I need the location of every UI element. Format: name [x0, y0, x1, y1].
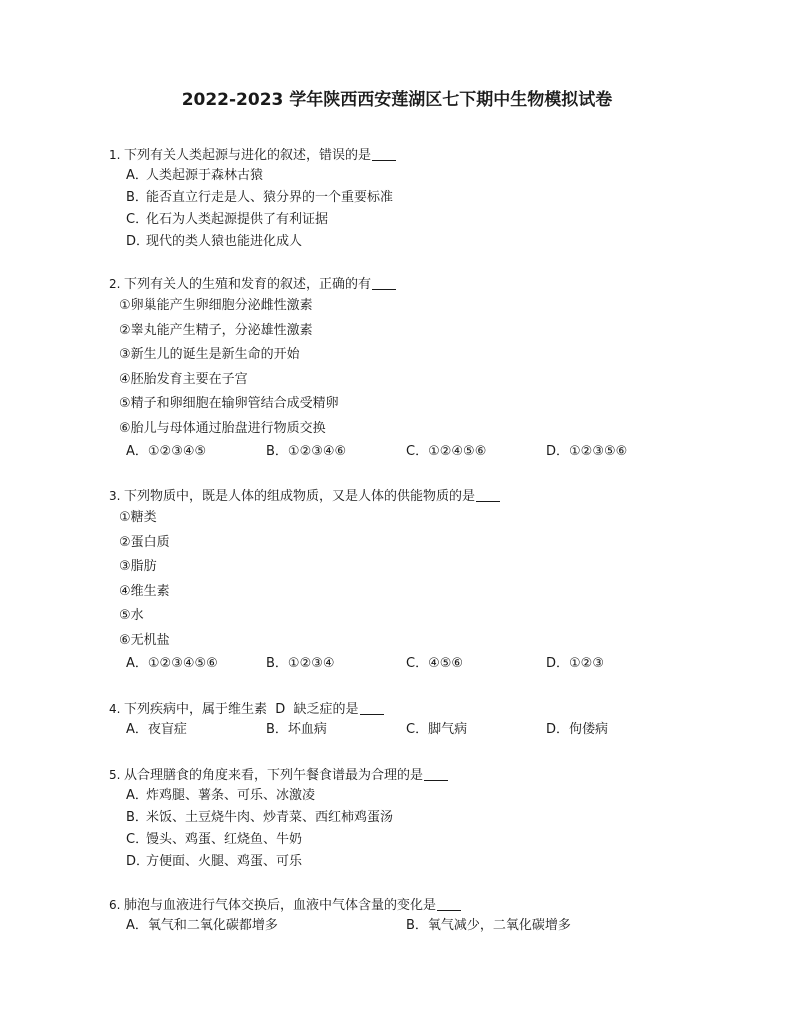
option-text: 炸鸡腿、薯条、可乐、冰激凌: [146, 788, 316, 803]
option-text: ①②③⑤⑥: [569, 444, 628, 459]
question-5: [109, 765, 729, 873]
option-text: ①②③④: [287, 656, 335, 671]
option-label: A．: [126, 788, 148, 803]
option-d[interactable]: [546, 719, 608, 741]
option-label: A．: [126, 168, 148, 183]
question-text: 下列有关人的生殖和发育的叙述，正确的有: [124, 277, 372, 292]
question-number: 4.: [109, 702, 121, 716]
option-b[interactable]: [266, 719, 327, 741]
option-label: B．: [126, 810, 148, 825]
option-c[interactable]: [406, 719, 467, 741]
statement-item: ⑥胎儿与母体通过胎盘进行物质交换: [119, 420, 326, 436]
statement-item: ②蛋白质: [119, 534, 170, 550]
question-text: 下列疾病中，属于维生素 D 缺乏症的是: [124, 702, 359, 717]
option-label: D．: [546, 444, 570, 459]
question-text: 肺泡与血液进行气体交换后，血液中气体含量的变化是: [124, 898, 437, 913]
option-c[interactable]: [109, 829, 729, 851]
option-a[interactable]: [126, 719, 187, 741]
question-number: 3.: [109, 489, 121, 503]
option-d[interactable]: [546, 441, 627, 463]
option-label: A．: [126, 656, 148, 671]
option-d[interactable]: [109, 231, 729, 253]
options-row: [109, 719, 729, 741]
option-label: A．: [126, 444, 148, 459]
options-row: [109, 653, 729, 675]
option-b[interactable]: [266, 441, 346, 463]
question-4: [109, 699, 729, 741]
option-label: A．: [126, 722, 148, 737]
answer-blank[interactable]: [476, 487, 500, 502]
option-d[interactable]: [109, 851, 729, 873]
option-label: C．: [126, 212, 149, 227]
option-text: ①②③④⑥: [287, 444, 347, 459]
question-text: 下列物质中，既是人体的组成物质，又是人体的供能物质的是: [124, 489, 476, 504]
question-3: [109, 486, 729, 675]
question-stem: [109, 274, 729, 294]
option-text: 佝偻病: [569, 722, 609, 737]
option-text: ①②③: [569, 656, 604, 671]
statement-item: ⑤水: [119, 608, 144, 623]
option-label: C．: [406, 722, 429, 737]
option-a[interactable]: [126, 441, 206, 463]
statement-item: ④胚胎发育主要在子宫: [119, 371, 248, 387]
question-number: 6.: [109, 898, 121, 912]
option-text: 氧气减少，二氧化碳增多: [427, 918, 571, 933]
question-1: [109, 145, 729, 253]
answer-blank[interactable]: [424, 766, 448, 781]
answer-blank[interactable]: [372, 146, 396, 161]
option-b[interactable]: [109, 187, 729, 209]
question-text: 从合理膳食的角度来看，下列午餐食谱最为合理的是: [124, 768, 424, 783]
option-label: B．: [266, 656, 288, 671]
option-label: B．: [266, 722, 288, 737]
option-text: 能否直立行走是人、猿分界的一个重要标准: [146, 190, 394, 205]
option-label: B．: [266, 444, 288, 459]
answer-blank[interactable]: [372, 275, 396, 290]
statement-item: ⑤精子和卵细胞在输卵管结合成受精卵: [119, 396, 339, 411]
page-title: 2022-2023 学年陕西西安莲湖区七下期中生物模拟试卷: [181, 90, 613, 110]
question-stem: [109, 486, 729, 506]
options-row: [109, 915, 729, 937]
option-text: 现代的类人猿也能进化成人: [146, 234, 303, 249]
question-number: 1.: [109, 148, 121, 162]
option-label: D．: [546, 656, 570, 671]
statement-item: ⑥无机盐: [119, 632, 170, 648]
statement-item: ③新生儿的诞生是新生命的开始: [119, 347, 300, 362]
statement-item: ①卵巢能产生卵细胞分泌雌性激素: [119, 298, 313, 313]
option-text: 氧气和二氧化碳都增多: [147, 918, 278, 933]
option-text: 方便面、火腿、鸡蛋、可乐: [146, 854, 303, 869]
options-row: [109, 441, 729, 463]
statement-item: ③脂肪: [119, 559, 157, 574]
statement-item: ②睾丸能产生精子，分泌雄性激素: [119, 322, 313, 338]
option-text: 夜盲症: [147, 722, 187, 737]
option-label: D．: [126, 854, 150, 869]
option-c[interactable]: [109, 209, 729, 231]
option-label: B．: [126, 190, 148, 205]
question-number: 5.: [109, 768, 121, 782]
option-text: 坏血病: [287, 722, 327, 737]
statement-item: ④维生素: [119, 583, 170, 599]
option-b[interactable]: [406, 915, 571, 937]
question-number: 2.: [109, 277, 121, 291]
option-b[interactable]: [109, 807, 729, 829]
option-a[interactable]: [126, 915, 278, 937]
option-label: C．: [406, 656, 429, 671]
option-label: C．: [126, 832, 149, 847]
option-label: A．: [126, 918, 148, 933]
option-a[interactable]: [126, 653, 218, 675]
question-6: [109, 895, 729, 937]
answer-blank[interactable]: [437, 896, 461, 911]
option-text: 脚气病: [428, 722, 468, 737]
option-a[interactable]: [109, 785, 729, 807]
answer-blank[interactable]: [360, 700, 384, 715]
question-2: [109, 274, 729, 463]
option-label: B．: [406, 918, 428, 933]
option-a[interactable]: [109, 165, 729, 187]
option-c[interactable]: [406, 653, 463, 675]
option-text: ①②④⑤⑥: [428, 444, 487, 459]
option-text: 化石为人类起源提供了有利证据: [146, 212, 329, 227]
option-text: ①②③④⑤: [147, 444, 207, 459]
option-text: 馒头、鸡蛋、红烧鱼、牛奶: [146, 832, 303, 847]
option-text: 米饭、土豆烧牛肉、炒青菜、西红柿鸡蛋汤: [146, 810, 394, 825]
option-label: D．: [126, 234, 150, 249]
question-stem: [109, 765, 729, 785]
option-b[interactable]: [266, 653, 335, 675]
question-stem: [109, 895, 729, 915]
statement-item: ①糖类: [119, 510, 157, 525]
question-stem: [109, 145, 729, 165]
option-d[interactable]: [546, 653, 604, 675]
option-c[interactable]: [406, 441, 486, 463]
question-text: 下列有关人类起源与进化的叙述，错误的是: [124, 148, 372, 163]
option-text: ①②③④⑤⑥: [147, 656, 218, 671]
question-stem: [109, 699, 729, 719]
option-label: C．: [406, 444, 429, 459]
option-text: ④⑤⑥: [428, 656, 464, 671]
option-label: D．: [546, 722, 570, 737]
option-text: 人类起源于森林古猿: [146, 168, 264, 183]
